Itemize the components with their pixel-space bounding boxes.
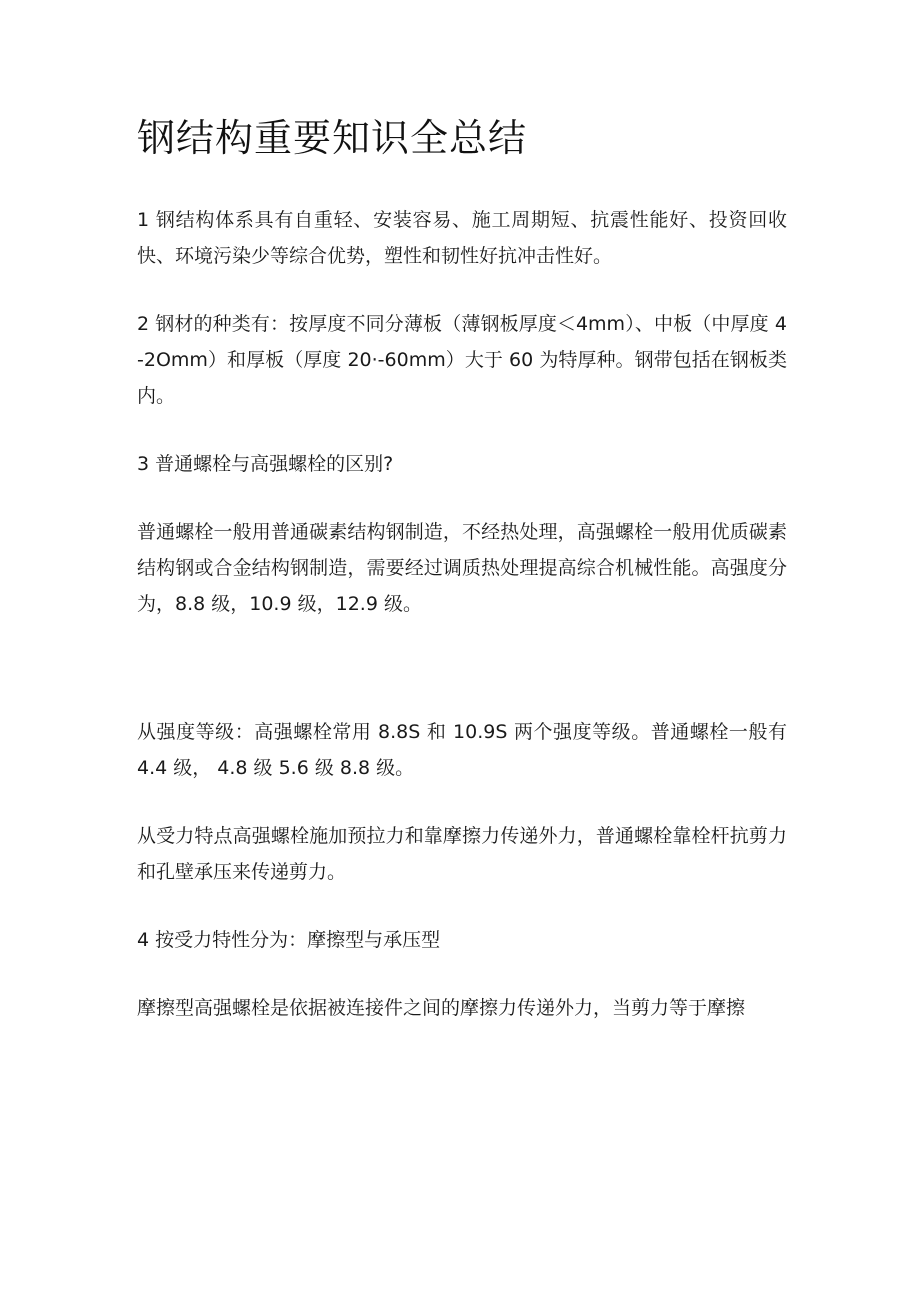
paragraph-3-bolt-question: 3 普通螺栓与高强螺栓的区别? [137, 453, 394, 475]
paragraph-strength-grades: 从强度等级：高强螺栓常用 8.8S 和 10.9S 两个强度等级。普通螺栓一般有 4.4 级， 4.8 级 5.6 级 8.8 级。 [137, 721, 787, 779]
document-title: 钢结构重要知识全总结 [137, 116, 528, 160]
paragraph-friction-type: 摩擦型高强螺栓是依据被连接件之间的摩擦力传递外力，当剪力等于摩擦 [137, 997, 746, 1019]
paragraph-4-classification: 4 按受力特性分为：摩擦型与承压型 [137, 929, 441, 951]
document-body [137, 108, 787, 1058]
paragraph-2-steel-types: 2 钢材的种类有：按厚度不同分薄板（薄钢板厚度＜4mm）、中板（中厚度 4-2Omm）和厚板（厚度 20·-60mm）大于 60 为特厚种。钢带包括在钢板类内。 [137, 313, 787, 407]
paragraph-1-steel-structure-advantages: 1 钢结构体系具有自重轻、安装容易、施工周期短、抗震性能好、投资回收快、环境污染少等综合优势，塑性和韧性好抗冲击性好。 [137, 209, 787, 267]
paragraph-bolt-materials: 普通螺栓一般用普通碳素结构钢制造，不经热处理，高强螺栓一般用优质碳素结构钢或合金结构钢制造，需要经过调质热处理提高综合机械性能。高强度分为，8.8 级，10.9 级，12.9 级。 [137, 521, 787, 615]
paragraph-force-characteristics: 从受力特点高强螺栓施加预拉力和靠摩擦力传递外力，普通螺栓靠栓杆抗剪力和孔壁承压来传递剪力。 [137, 825, 787, 883]
